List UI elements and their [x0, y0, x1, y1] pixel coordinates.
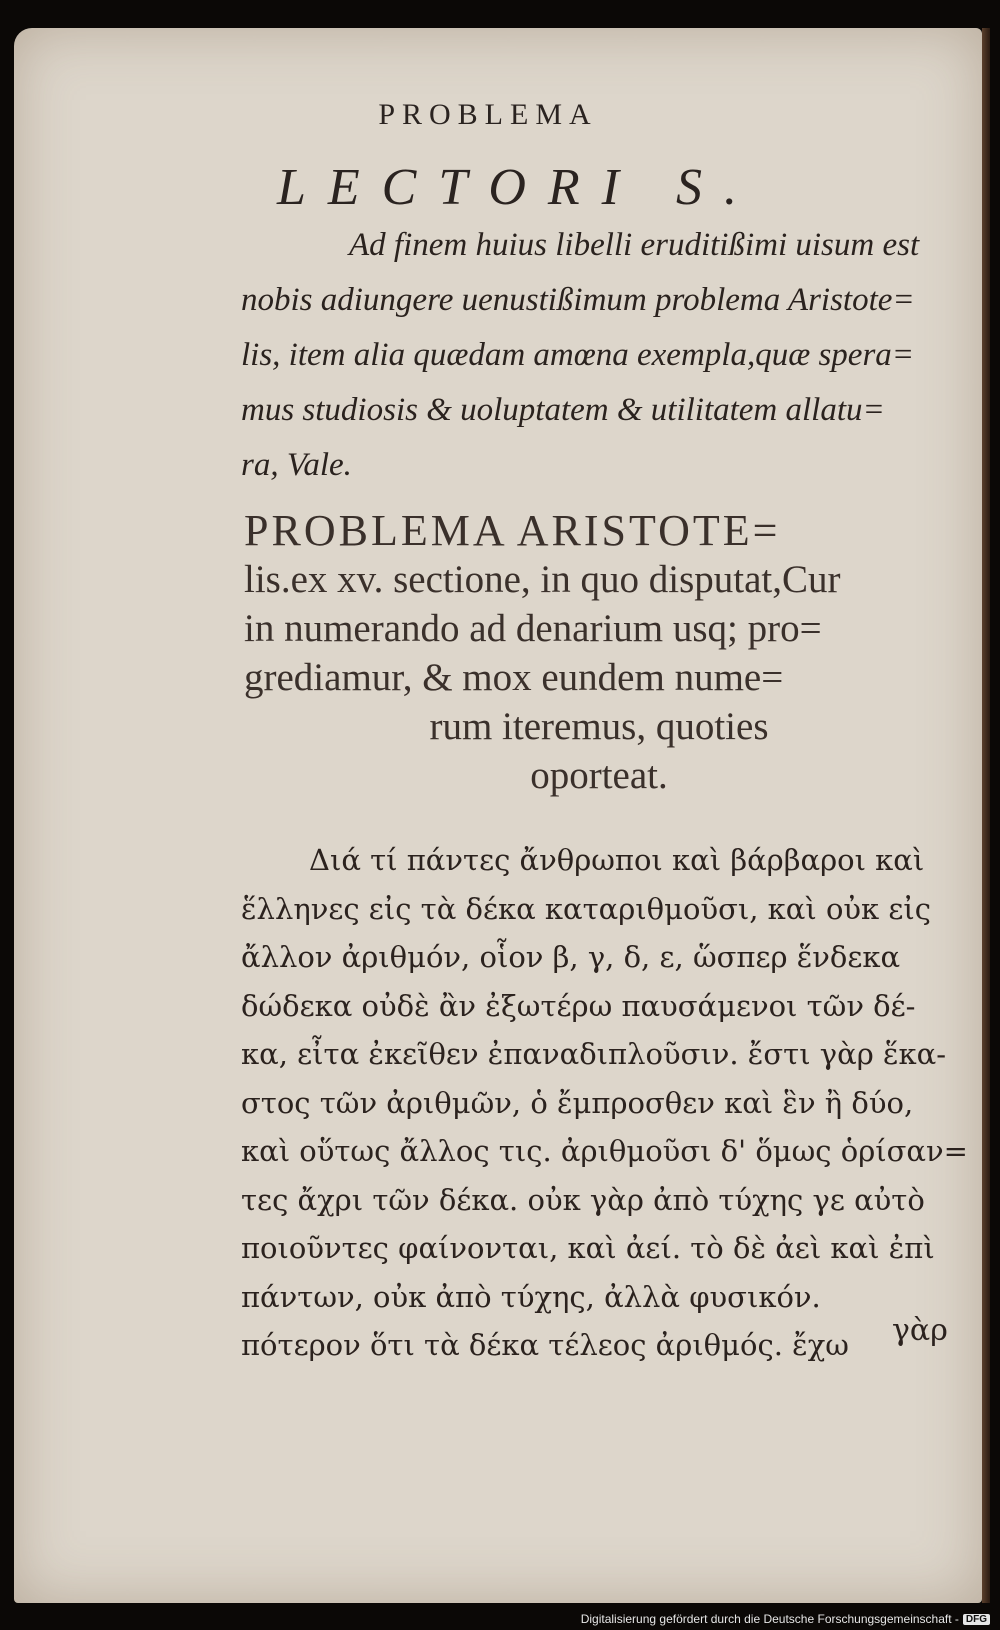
greek-line: πάντων, οὐκ ἀπὸ τύχης, ἀλλὰ φυσικόν.	[241, 1279, 821, 1314]
heading-line: oporteat.	[530, 754, 668, 797]
greek-line: Διά τί πάντες ἄνθρωποι καὶ βάρβαροι καὶ	[309, 843, 925, 877]
page-edge	[982, 28, 990, 1603]
catchword: γὰρ	[892, 1313, 948, 1348]
book-page	[14, 28, 982, 1603]
greek-text	[241, 836, 968, 1370]
greek-line: δώδεκα οὐδὲ ἂν ἐξωτέρω παυσάμενοι τῶν δέ-	[241, 988, 916, 1023]
running-header: PROBLEMA	[378, 98, 598, 131]
heading-line: lis.ex xv. sectione, in quo disputat,Cur	[244, 558, 841, 601]
intro-line: Ad finem huius libelli eruditißimi uisum est	[349, 227, 920, 263]
heading-line: PROBLEMA ARISTOTE=	[244, 506, 781, 555]
greek-line: τες ἄχρι τῶν δέκα. οὐκ γὰρ ἀπὸ τύχης γε αὐτὸ	[241, 1182, 925, 1217]
intro-paragraph	[241, 218, 961, 493]
intro-line: ra, Vale.	[241, 447, 352, 483]
intro-line: lis, item alia quædam amœna exempla,quæ spera=	[241, 337, 915, 373]
greek-line: πότερον ὅτι τὰ δέκα τέλεος ἀριθμός. ἔχω	[241, 1328, 849, 1362]
heading-line: rum iteremus, quoties	[429, 705, 769, 748]
intro-line: nobis adiungere uenustißimum problema Aristote=	[241, 282, 915, 318]
heading-line: grediamur, & mox eundem nume=	[244, 656, 784, 699]
greek-line: στος τῶν ἀριθμῶν, ὁ ἔμπροσθεν καὶ ἓν ἢ δύο,	[241, 1085, 914, 1120]
credit-text: Digitalisierung gefördert durch die Deutsche Forschungsgemeinschaft -	[580, 1612, 959, 1626]
problem-heading	[244, 506, 954, 800]
greek-line: κα, εἶτα ἐκεῖθεν ἐπαναδιπλοῦσιν. ἔστι γὰρ ἕκα-	[241, 1037, 947, 1071]
dfg-logo: DFG	[963, 1614, 990, 1625]
page-title: LECTORI S.	[277, 159, 759, 216]
digitization-credit	[581, 1612, 990, 1626]
greek-line: ἕλληνες εἰς τὰ δέκα καταριθμοῦσι, καὶ οὐκ εἰς	[241, 891, 932, 926]
greek-line: καὶ οὕτως ἄλλος τις. ἀριθμοῦσι δ' ὅμως ὁρίσαν=	[241, 1134, 968, 1168]
greek-line: ἄλλον ἀριθμόν, οἷον β, γ, δ, ε, ὥσπερ ἕνδεκα	[241, 940, 901, 974]
greek-line: ποιοῦντες φαίνονται, καὶ ἀεί. τὸ δὲ ἀεὶ καὶ ἐπὶ	[241, 1231, 935, 1265]
heading-line: in numerando ad denarium usq; pro=	[244, 607, 822, 650]
intro-line: mus studiosis & uoluptatem & utilitatem allatu=	[241, 392, 885, 428]
